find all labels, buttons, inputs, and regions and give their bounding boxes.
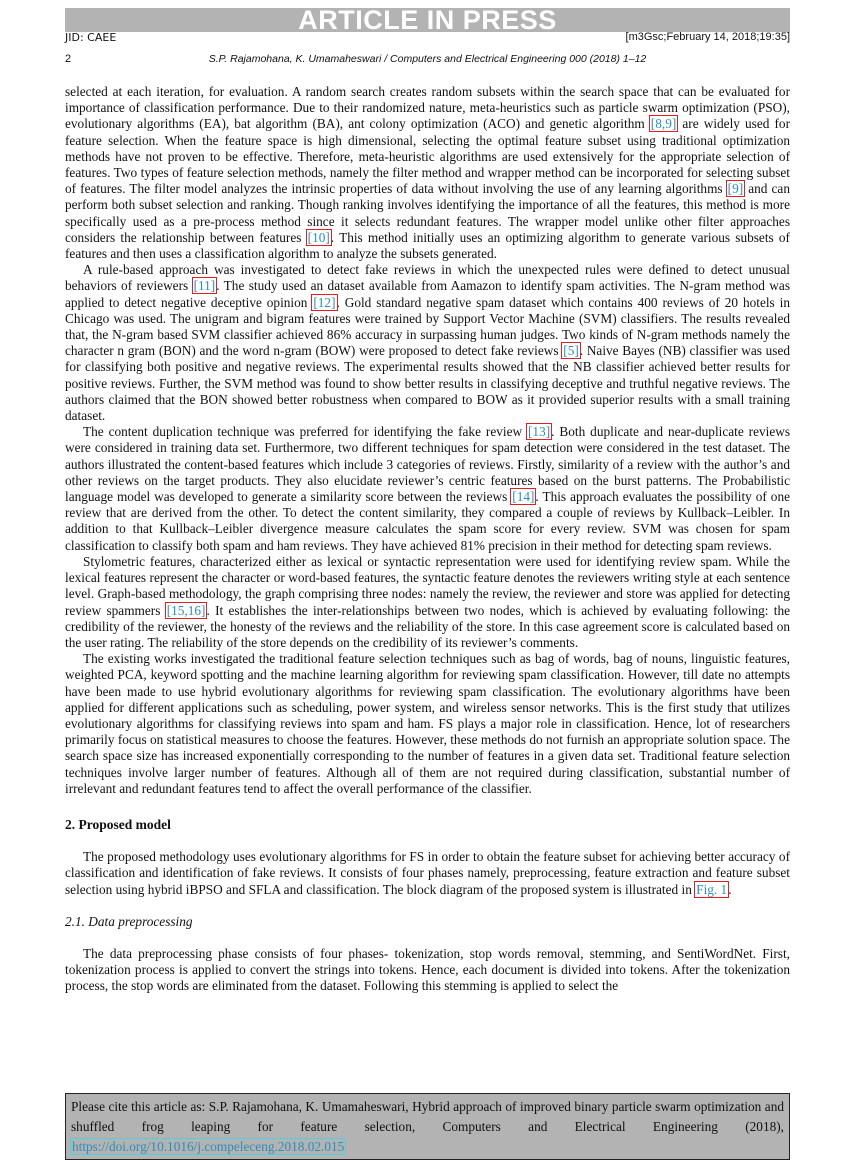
build-stamp: [m3Gsc;February 14, 2018;19:35] [625, 31, 790, 43]
running-head: S.P. Rajamohana, K. Umamaheswari / Computers and Electrical Engineering 000 (2018) 1–12 [208, 53, 647, 65]
paragraph: The content duplication technique was preferred for identifying the fake review [13]. Both duplicate and near-duplicate reviews were considered in training data set. Furthermore, two different techniques for spam detection were considered in the test dataset. The authors illustrated the content-based features which include 3 categories of reviews. Firstly, similarity of a review with the author’s and other reviews on the target products. They also elucidate reviewer’s centric features based on the burst patterns. The Probabilistic language model was developed to generate a similarity score between the reviews [14]. This approach evaluates the possibility of one review that are derived from the other. To detect the content similarity, they compared a couple of reviews by Kullback–Leibler. In addition to that Kullback–Leibler divergence measure calculates the spam score for every review. SVM was chosen for spam classification to classify both spam and ham reviews. They have achieved 81% precision in their method for detecting spam reviews. [65, 424, 790, 553]
citation-link[interactable]: [9] [727, 181, 744, 197]
doi-link[interactable]: https://doi.org/10.1016/j.compeleceng.2018.02.015 [72, 1139, 345, 1154]
section-heading: 2. Proposed model [65, 816, 171, 832]
article-body [65, 84, 790, 995]
citation-link[interactable]: [12] [313, 294, 336, 310]
paragraph: selected at each iteration, for evaluation. A random search creates random subsets within the search space that can be evaluated for importance of classification performance. Due to their randomized nature, meta-heuristics such as particle swarm optimization (PSO), evolutionary algorithms (EA), bat algorithm (BA), ant colony optimization (ACO) and genetic algorithm [8,9] are widely used for feature selection. When the feature space is high dimensional, selecting the optimal feature subset using traditional optimization methods have not proven to be effective. Therefore, meta-heuristic algorithms are used extensively for the appropriate selection of features. Two types of feature selection methods, namely the filter method and wrapper method can be incorporated for selecting subset of features. The filter model analyzes the intrinsic properties of data without involving the use of any learning algorithms [9] and can perform both subset selection and ranking. Though ranking involves identifying the importance of all the features, this method is more specifically used as a pre-process method since it selects redundant features. The wrapper model unlike other filter approaches considers the relationship between features [10]. This method initially uses an optimizing algorithm to generate various subsets of features and then uses a classification algorithm to analyze the subsets generated. [65, 84, 790, 262]
banner-text: ARTICLE IN PRESS [298, 5, 557, 35]
citation-text: Please cite this article as: S.P. Rajamohana, K. Umamaheswari, Hybrid approach of improved binary particle swarm optimization and shuffled frog leaping for feature selection, Computers and Electrical Engineering (2018), [71, 1099, 784, 1134]
paragraph: Stylometric features, characterized either as lexical or syntactic representation were used for identifying review spam. While the lexical features represent the character or word-based features, the syntactic feature denotes the reviewers writing style at each sentence level. Graph-based methodology, the graph comprising three nodes: namely the review, the reviewer and store was applied for detecting review spammers [15,16]. It establishes the inter-relationships between two nodes, which is achieved by evaluating following: the credibility of the reviewer, the honesty of the reviews and the reliability of the store. In this case agreement score is calculated based on the user rating. The reliability of the store depends on the credibility of its reviewer’s comments. [65, 553, 790, 650]
citation-link[interactable]: [13] [528, 424, 551, 440]
paragraph: The proposed methodology uses evolutionary algorithms for FS in order to obtain the feature subset for achieving better accuracy of classification and identification of fake reviews. It consists of four phases namely, preprocessing, feature extraction and feature subset selection using hybrid iBPSO and SFLA and classification. The block diagram of the proposed system is illustrated in Fig. 1. [65, 849, 790, 897]
citation-link[interactable]: [11] [193, 278, 216, 294]
paragraph: The data preprocessing phase consists of four phases- tokenization, stop words removal, stemming, and SentiWordNet. First, tokenization process is applied to convert the strings into tokens. Hence, each document is divided into tokens. After the tokenization process, the stop words are eliminated from the dataset. Following this stemming is applied to select the [65, 945, 790, 994]
citation-link[interactable]: [8,9] [650, 116, 677, 132]
page-number: 2 [65, 53, 72, 65]
article-in-press-banner [65, 5, 790, 35]
paragraph: A rule-based approach was investigated to detect fake reviews in which the unexpected rules were defined to detect unusual behaviors of reviewers [11]. The study used an dataset available from Aamazon to identify spam activities. The N-gram method was applied to detect negative deceptive opinion [12]. Gold standard negative spam dataset which contains 400 reviews of 20 hotels in Chicago was used. The unigram and bigram features were trained by Support Vector Machine (SVM) classifiers. The results revealed that, the N-gram based SVM classifier achieved 86% accuracy in surpassing human judges. Two kinds of N-gram methods namely the character n gram (BON) and the word n-gram (BOW) were proposed to detect fake reviews [5]. Naive Bayes (NB) classifier was used for classifying both positive and negative reviews. The experimental results showed that the NB classifier achieved better results for positive reviews. Further, the SVM method was found to show better results in classifying deceptive and truthful negative reviews. The authors claimed that the BON showed better robustness when compared to BOW as it provided superior results with a small training dataset. [65, 262, 791, 424]
paragraph: The existing works investigated the traditional feature selection techniques such as bag of words, bag of nouns, linguistic features, weighted PCA, keyword spotting and the machine learning algorithm for reviewing spam classification. However, till date no attempts have been made to use hybrid evolutionary algorithms for reviewing spam classification. The evolutionary algorithms have been applied for different applications such as scheduling, power system, and wireless sensor networks. This is the first study that utilizes evolutionary algorithms for classifying reviews into spam and ham. FS plays a major role in classification. Hence, lot of researchers primarily focus on statistical measures to choose the features. However, these methods do not furnish an appropriate solution space. The search space size has increased exponentially corresponding to the number of features in a given data set. Traditional feature selection techniques involve larger number of features. Although all of them are not required during classification, substantial number of irrelevant and redundant features tend to affect the overall performance of the classifier. [65, 651, 790, 796]
citation-link[interactable]: [10] [307, 229, 330, 245]
journal-id: JID: CAEE [65, 31, 117, 44]
subsection-heading: 2.1. Data preprocessing [65, 913, 193, 929]
citation-link[interactable]: [15,16] [166, 602, 206, 618]
citation-box [65, 1093, 790, 1160]
citation-link[interactable]: [5] [563, 343, 579, 359]
figure-link[interactable]: Fig. 1 [696, 881, 728, 897]
citation-link[interactable]: [14] [512, 489, 535, 505]
